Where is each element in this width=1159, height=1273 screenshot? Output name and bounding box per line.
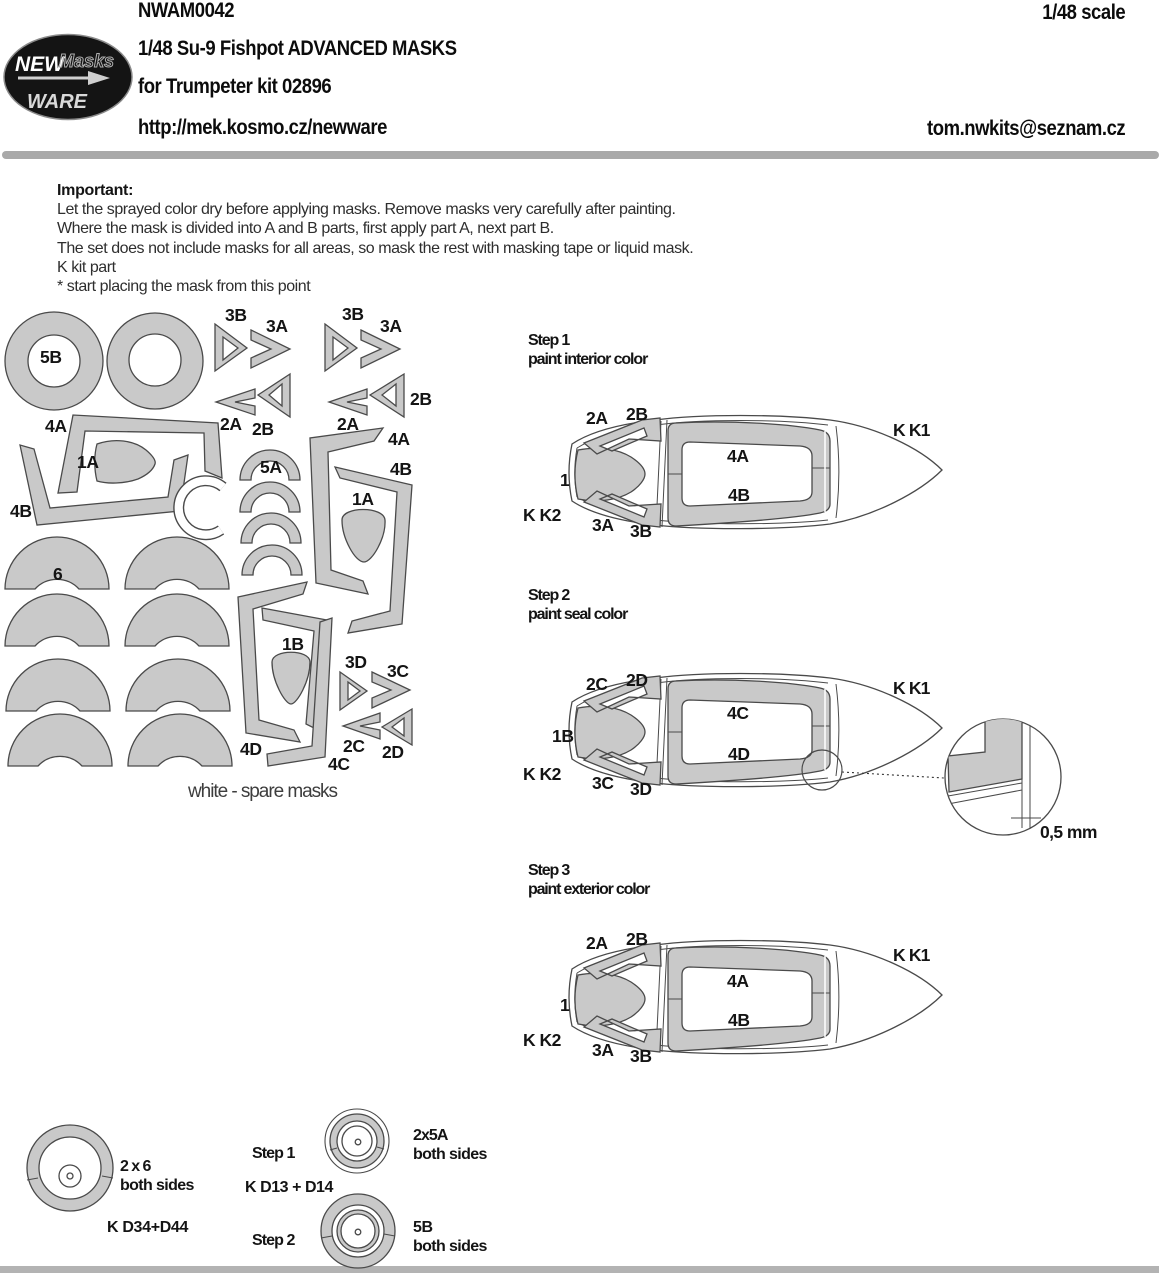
bottom-divider (0, 1266, 1159, 1273)
step3-label-4a: 4A (727, 971, 749, 991)
step1-label-1: 1 (560, 470, 570, 490)
step2-label-2d: 2D (626, 670, 648, 690)
step2-label-2c: 2C (586, 674, 608, 694)
label-3b: 3B (342, 304, 364, 324)
step-2-title: Step 2 (528, 587, 570, 604)
label-4a: 4A (45, 416, 67, 436)
mask-1a-flat (95, 441, 155, 483)
label-3d: 3D (345, 652, 367, 672)
mask-3b-spare (325, 324, 357, 371)
important-line: K kit part (57, 258, 116, 276)
step3-label-3a: 3A (592, 1040, 614, 1060)
label-3a: 3A (380, 316, 402, 336)
mask-2a (216, 389, 255, 415)
step-2-diagram (523, 587, 1097, 842)
logo-word-masks: Masks (59, 51, 115, 71)
step3-label-2a: 2A (586, 933, 608, 953)
mask-5a-arc (242, 545, 302, 575)
main-wheel-qty: 2 x 6 (120, 1158, 151, 1175)
step1-label-2a: 2A (586, 408, 608, 428)
step2-label-kk2: K K2 (523, 764, 561, 784)
step3-label-4b: 4B (728, 1010, 750, 1030)
step1-label-4b: 4B (728, 485, 750, 505)
step1-label-kk2: K K2 (523, 505, 561, 525)
label-5b: 5B (40, 347, 62, 367)
wheel-step2-qty: 5B (413, 1219, 433, 1236)
mask-3b (215, 324, 247, 371)
product-title: 1/48 Su-9 Fishpot ADVANCED MASKS (138, 37, 457, 60)
label-4d: 4D (240, 739, 262, 759)
mask-wheel-spare (107, 313, 203, 409)
mask-1b (272, 652, 310, 704)
label-4a: 4A (388, 429, 410, 449)
label-1a: 1A (77, 452, 99, 472)
mask-sheet (5, 304, 432, 802)
main-wheel-kit: K D34+D44 (107, 1219, 188, 1236)
important-heading: Important: (57, 182, 134, 199)
important-line: The set does not include masks for all areas, so mask the rest with masking tape or liquid mask. (57, 239, 694, 257)
step2-label-kk1: K K1 (893, 678, 930, 698)
label-4b: 4B (390, 459, 412, 479)
step2-label-1b: 1B (552, 726, 574, 746)
wheel-step1-label: Step 1 (252, 1145, 295, 1162)
label-6: 6 (53, 564, 63, 584)
label-4c: 4C (328, 754, 350, 774)
step3-label-3b: 3B (630, 1046, 652, 1066)
important-line: Let the sprayed color dry before applying masks. Remove masks very carefully after painting. (57, 201, 676, 218)
step1-label-4a: 4A (727, 446, 749, 466)
step-2-desc: paint seal color (528, 606, 628, 623)
wheel-step1-kit: K D13 + D14 (245, 1179, 333, 1196)
label-3c: 3C (387, 661, 409, 681)
label-2b: 2B (410, 389, 432, 409)
label-2c: 2C (343, 736, 365, 756)
mask-5a-arc (240, 482, 300, 512)
mask-2a-spare (329, 389, 367, 415)
step2-label-4d: 4D (728, 744, 750, 764)
step2-label-3d: 3D (630, 779, 652, 799)
mask-6-arc (6, 659, 110, 711)
step-1-desc: paint interior color (528, 351, 648, 368)
label-1a: 1A (352, 489, 374, 509)
scale-note: 1/48 scale (1042, 1, 1125, 24)
step-1-title: Step 1 (528, 332, 570, 349)
label-2a: 2A (220, 414, 242, 434)
step3-label-kk1: K K1 (893, 945, 930, 965)
mask-2b-spare (370, 374, 404, 417)
wheel-step1-qty: 2x5A (413, 1127, 448, 1144)
logo-word-new: NEW (15, 53, 64, 76)
step1-label-3b: 3B (630, 521, 652, 541)
step3-label-1: 1 (560, 995, 570, 1015)
label-1b: 1B (282, 634, 304, 654)
label-3a: 3A (266, 316, 288, 336)
step2-label-4c: 4C (727, 703, 749, 723)
nose-wheel1-axle-dot (355, 1139, 361, 1145)
step2-label-3c: 3C (592, 773, 614, 793)
product-code: NWAM0042 (138, 0, 235, 22)
wheel-step2-label: Step 2 (252, 1232, 295, 1249)
nose-wheel2-axle-dot (355, 1229, 361, 1235)
step1-label-3a: 3A (592, 515, 614, 535)
sheet-caption: white - spare masks (188, 781, 338, 802)
logo-word-ware: WARE (27, 91, 87, 113)
step-1-diagram (523, 332, 942, 541)
label-2b: 2B (252, 419, 274, 439)
contact-email: tom.nwkits@seznam.cz (926, 117, 1125, 140)
wheel-masks (27, 1109, 488, 1268)
detail-measure-label: 0,5 mm (1040, 822, 1097, 842)
label-3b: 3B (225, 305, 247, 325)
product-subtitle: for Trumpeter kit 02896 (138, 75, 332, 98)
label-2a: 2A (337, 414, 359, 434)
main-wheel-sides: both sides (120, 1177, 194, 1194)
wheel-step1-sides: both sides (413, 1146, 487, 1163)
mask-6-arc (125, 537, 229, 589)
main-wheel-axle-dot (67, 1173, 73, 1179)
step-3-diagram (523, 862, 942, 1066)
label-5a: 5A (260, 457, 282, 477)
mask-6-arc (8, 714, 112, 766)
mask-6-arc (5, 594, 109, 646)
product-url: http://mek.kosmo.cz/newware (138, 116, 387, 139)
label-2d: 2D (382, 742, 404, 762)
step3-label-2b: 2B (626, 929, 648, 949)
wheel-step2-sides: both sides (413, 1238, 487, 1255)
mask-3d (340, 672, 367, 710)
step3-label-kk2: K K2 (523, 1030, 561, 1050)
top-divider (2, 151, 1159, 159)
mask-5a-arc (241, 513, 301, 543)
mask-6-arc (126, 659, 230, 711)
step1-label-kk1: K K1 (893, 420, 930, 440)
step1-label-2b: 2B (626, 404, 648, 424)
mask-6-arc (128, 714, 232, 766)
important-line: Where the mask is divided into A and B parts, first apply part A, next part B. (57, 220, 554, 238)
mask-1a-curved (342, 510, 385, 563)
label-4b: 4B (10, 501, 32, 521)
step-3-title: Step 3 (528, 862, 570, 879)
step-3-desc: paint exterior color (528, 881, 650, 898)
mask-6-arc (125, 594, 229, 646)
important-line: * start placing the mask from this point (57, 278, 311, 296)
mask-2d (382, 709, 412, 745)
mask-2b (258, 374, 290, 417)
